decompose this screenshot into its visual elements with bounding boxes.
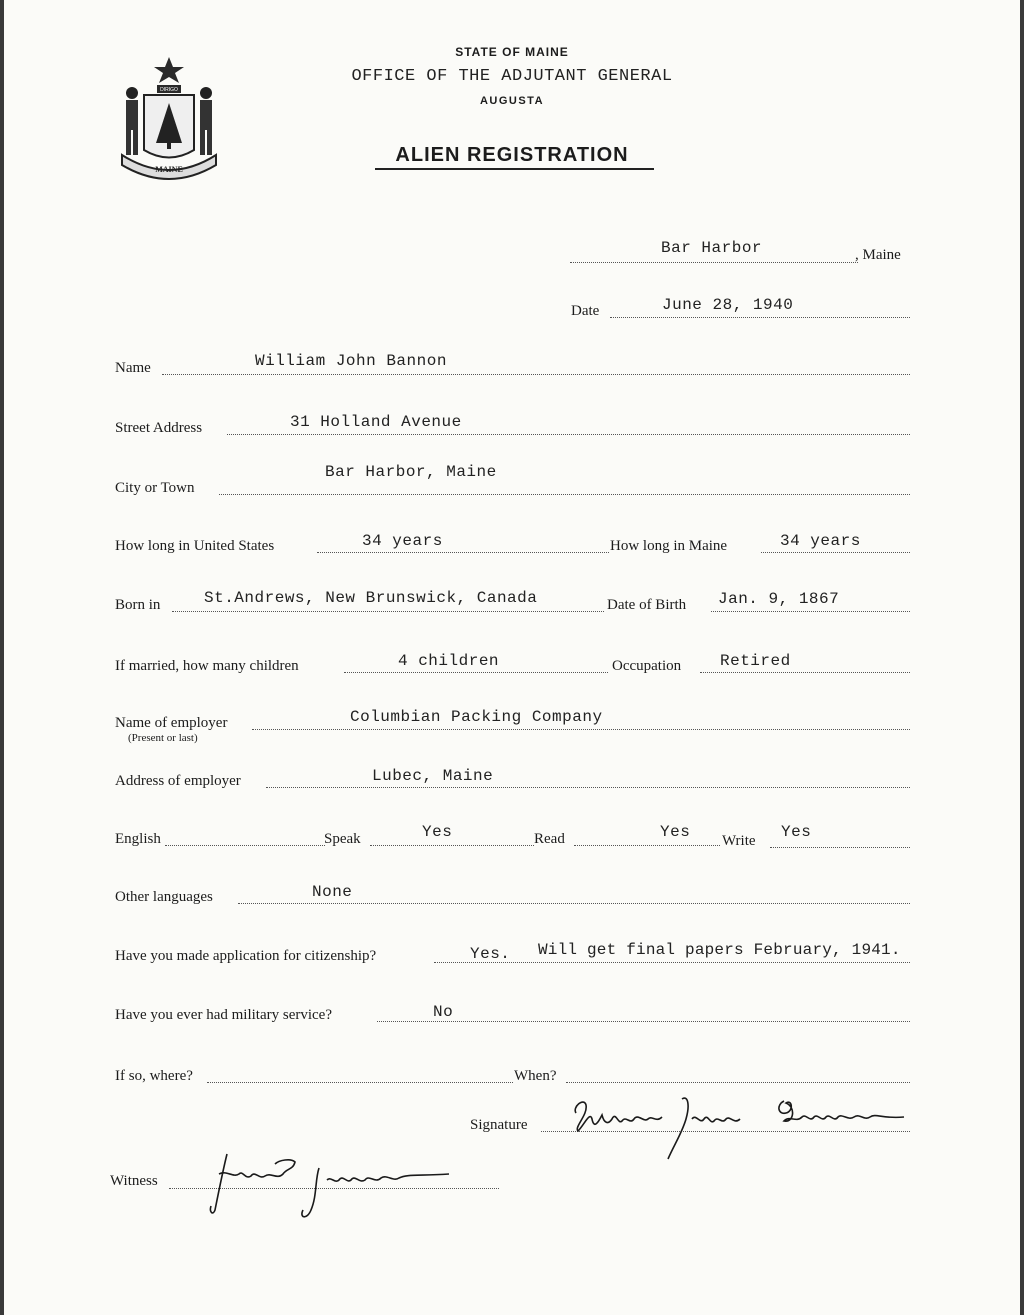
signature-handwriting — [564, 1085, 914, 1165]
employer-label: Name of employer — [115, 715, 228, 731]
name-label: Name — [115, 360, 151, 376]
born-in-label: Born in — [115, 597, 161, 613]
title-underline — [375, 168, 654, 170]
citizenship-value: Yes. — [470, 945, 511, 963]
english-label: English — [115, 831, 161, 847]
registration-form — [4, 0, 1020, 1315]
witness-text: Jack Jellison — [199, 1140, 205, 1141]
other-languages-value: None — [312, 883, 353, 901]
born-in-line — [172, 611, 604, 612]
citizenship-note: Will get final papers February, 1941. — [538, 941, 901, 959]
write-line — [770, 847, 910, 848]
where-label: If so, where? — [115, 1068, 193, 1084]
date-label: Date — [571, 303, 600, 319]
witness-label: Witness — [110, 1173, 158, 1189]
city-line — [219, 494, 910, 495]
dob-line — [711, 611, 910, 612]
how-long-us-label: How long in United States — [115, 538, 275, 554]
location-line — [570, 262, 858, 263]
date-line — [610, 317, 910, 318]
military-value: No — [433, 1003, 454, 1021]
military-line — [377, 1021, 910, 1022]
read-label: Read — [534, 831, 565, 847]
speak-value: Yes — [422, 823, 453, 841]
write-label: Write — [722, 833, 756, 849]
employer-address-label: Address of employer — [115, 773, 241, 789]
citizenship-label: Have you made application for citizenship? — [115, 948, 377, 964]
occupation-label: Occupation — [612, 658, 682, 674]
header-office: OFFICE OF THE ADJUTANT GENERAL — [351, 67, 673, 86]
speak-label: Speak — [324, 831, 361, 847]
employer-line — [252, 729, 910, 730]
witness-handwriting — [199, 1140, 459, 1225]
speak-line — [370, 845, 534, 846]
location-value: Bar Harbor — [661, 239, 763, 257]
street-label: Street Address — [115, 420, 203, 436]
military-label: Have you ever had military service? — [115, 1007, 332, 1023]
children-value: 4 children — [398, 652, 500, 670]
when-line — [566, 1082, 910, 1083]
write-value: Yes — [781, 823, 812, 841]
location-suffix: , Maine — [855, 247, 901, 263]
born-in-value: St.Andrews, New Brunswick, Canada — [204, 589, 538, 607]
seal-motto-text: DIRIGO — [160, 87, 178, 93]
header-city: AUGUSTA — [479, 95, 545, 107]
english-line — [165, 845, 325, 846]
children-label: If married, how many children — [115, 658, 299, 674]
name-line — [162, 374, 910, 375]
header-state: STATE OF MAINE — [455, 45, 569, 59]
how-long-us-value: 34 years — [362, 532, 443, 550]
name-value: William John Bannon — [255, 352, 447, 370]
employer-value: Columbian Packing Company — [350, 708, 603, 726]
city-label: City or Town — [115, 480, 195, 496]
form-title: ALIEN REGISTRATION — [395, 144, 629, 166]
where-line — [207, 1082, 513, 1083]
signature-text: William John Bannon — [564, 1085, 573, 1086]
employer-address-value: Lubec, Maine — [372, 767, 494, 785]
how-long-maine-line — [761, 552, 910, 553]
seal-banner-text: MAINE — [155, 165, 183, 174]
occupation-value: Retired — [720, 652, 791, 670]
when-label: When? — [514, 1068, 557, 1084]
street-line — [227, 434, 910, 435]
read-line — [574, 845, 720, 846]
employer-address-line — [266, 787, 910, 788]
how-long-maine-label: How long in Maine — [610, 538, 728, 554]
other-languages-label: Other languages — [115, 889, 213, 905]
how-long-maine-value: 34 years — [780, 532, 861, 550]
other-languages-line — [238, 903, 910, 904]
how-long-us-line — [317, 552, 609, 553]
street-value: 31 Holland Avenue — [290, 413, 462, 431]
signature-label: Signature — [470, 1117, 528, 1133]
employer-sublabel: (Present or last) — [128, 732, 198, 744]
occupation-line — [700, 672, 910, 673]
date-value: June 28, 1940 — [662, 296, 794, 314]
read-value: Yes — [660, 823, 691, 841]
dob-value: Jan. 9, 1867 — [718, 590, 840, 608]
children-line — [344, 672, 608, 673]
city-value: Bar Harbor, Maine — [325, 463, 497, 481]
dob-label: Date of Birth — [607, 597, 687, 613]
